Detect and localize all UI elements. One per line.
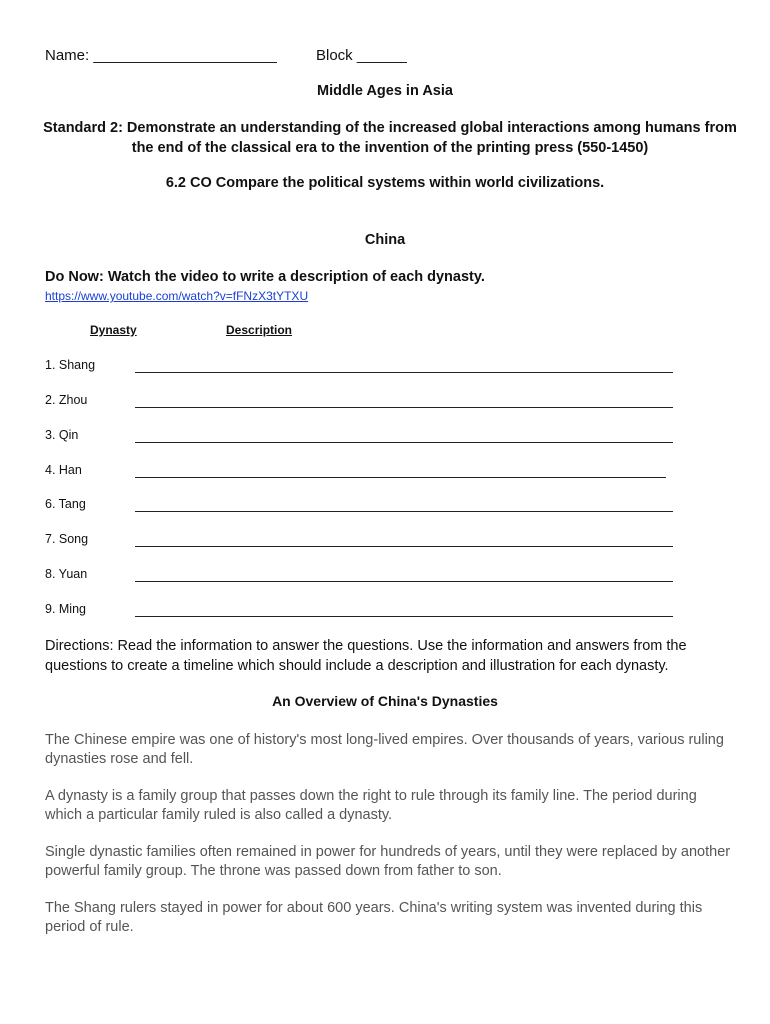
dynasty-label: 8. Yuan (45, 567, 88, 581)
description-blank[interactable] (135, 602, 673, 617)
description-column-header: Description (226, 323, 293, 337)
paragraph: A dynasty is a family group that passes down the right to rule through its family line. The period during which a particular family ruled is also called a dynasty. (45, 788, 697, 823)
block-field[interactable]: Block ______ (316, 47, 407, 64)
dynasty-row (45, 497, 685, 515)
paragraph: The Chinese empire was one of history's most long-lived empires. Over thousands of years, various ruling dynasties rose and fell. (45, 732, 724, 767)
dynasty-label: 4. Han (45, 463, 82, 477)
description-blank[interactable] (135, 567, 673, 582)
do-now-instruction: Do Now: Watch the video to write a description of each dynasty. (45, 269, 485, 285)
description-blank[interactable] (135, 393, 673, 408)
dynasty-label: 2. Zhou (45, 393, 88, 407)
video-link[interactable]: https://www.youtube.com/watch?v=fFNzX3tYTXU (45, 289, 309, 303)
overview-heading: An Overview of China's Dynasties (272, 693, 498, 709)
directions-text: Directions: Read the information to answer the questions. Use the information and answers from the questions to create a timeline which should include a description and illustration for each dynasty. (45, 638, 687, 674)
name-block-header (45, 47, 407, 64)
description-blank[interactable] (135, 532, 673, 547)
dynasty-label: 6. Tang (45, 497, 86, 511)
dynasty-label: 9. Ming (45, 602, 86, 616)
co-objective: 6.2 CO Compare the political systems within world civilizations. (165, 175, 605, 191)
name-field[interactable]: Name: ______________________ (45, 47, 277, 64)
dynasty-row (45, 428, 685, 446)
dynasty-label: 1. Shang (45, 358, 96, 372)
dynasty-row (45, 393, 685, 411)
description-blank[interactable] (135, 428, 673, 443)
dynasty-row (45, 567, 685, 585)
dynasty-row (45, 463, 685, 481)
dynasty-row (45, 358, 685, 376)
description-blank[interactable] (135, 463, 666, 478)
dynasty-row (45, 532, 685, 550)
standard-text: Standard 2: Demonstrate an understanding of the increased global interactions among humans from the end of the classical era to the invention of the printing press (550-1450) (43, 120, 737, 156)
section-heading: China (364, 232, 406, 248)
dynasty-label: 3. Qin (45, 428, 79, 442)
description-blank[interactable] (135, 358, 673, 373)
dynasty-column-header: Dynasty (90, 323, 137, 337)
description-blank[interactable] (135, 497, 673, 512)
page-title: Middle Ages in Asia (317, 83, 453, 99)
dynasty-row (45, 602, 685, 620)
paragraph: Single dynastic families often remained in power for hundreds of years, until they were replaced by another powerful family group. The throne was passed down from father to son. (45, 844, 731, 879)
dynasty-label: 7. Song (45, 532, 89, 546)
paragraph: The Shang rulers stayed in power for about 600 years. China's writing system was invented during this period of rule. (45, 900, 703, 935)
